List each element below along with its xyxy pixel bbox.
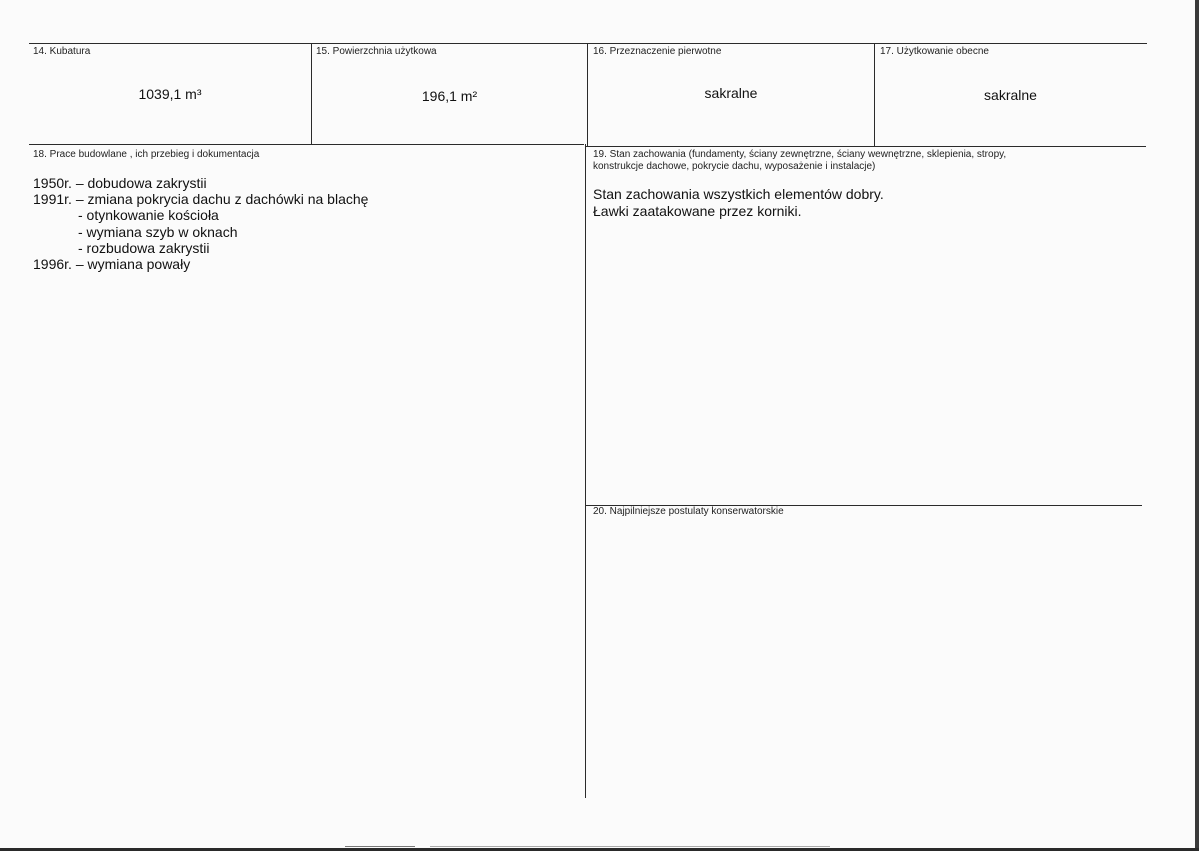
field-19-label-line2: konstrukcje dachowe, pokrycie dachu, wyposażenie i instalacje): [593, 161, 876, 172]
condition-line-2: Ławki zaatakowane przez korniki.: [593, 203, 802, 219]
field-17-label: 17. Użytkowanie obecne: [880, 46, 989, 57]
grid-line-row1-right: [585, 146, 1146, 147]
grid-line-top: [29, 43, 1147, 44]
field-19-label-line1: 19. Stan zachowania (fundamenty, ściany zewnętrzne, ściany wewnętrzne, sklepienia, stropy,: [593, 149, 1007, 160]
field-18-label: 18. Prace budowlane , ich przebieg i dokumentacja: [33, 149, 260, 160]
work-entry-1991-sacristy: - rozbudowa zakrystii: [78, 239, 210, 256]
field-15-value: 196,1 m²: [421, 88, 478, 104]
work-entry-1996: 1996r. – wymiana powały: [33, 256, 191, 273]
field-17-value: sakralne: [984, 87, 1037, 103]
grid-divider-main: [585, 144, 586, 798]
field-16-label: 16. Przeznaczenie pierwotne: [593, 46, 722, 57]
work-entry-1991-plaster: - otynkowanie kościoła: [78, 207, 219, 224]
field-20-label: 20. Najpilniejsze postulaty konserwatorskie: [593, 506, 784, 517]
grid-line-row1-left: [29, 144, 584, 145]
field-18-entries: [33, 175, 368, 272]
scan-artifact: [345, 846, 415, 847]
field-14-label: 14. Kubatura: [33, 46, 91, 57]
work-entry-1991-windows: - wymiana szyb w oknach: [78, 223, 238, 240]
work-entry-1950: 1950r. – dobudowa zakrystii: [33, 175, 207, 191]
condition-line-1: Stan zachowania wszystkich elementów dobry.: [593, 186, 884, 202]
field-14-value: 1039,1 m³: [138, 86, 202, 102]
field-19-text: [593, 186, 884, 220]
scan-artifact: [430, 846, 830, 847]
scan-edge-right: [1195, 0, 1199, 851]
field-16-value: sakralne: [704, 85, 758, 101]
field-15-label: 15. Powierzchnia użytkowa: [316, 46, 437, 57]
work-entry-1991: 1991r. – zmiana pokrycia dachu z dachówki na blachę: [33, 191, 369, 208]
